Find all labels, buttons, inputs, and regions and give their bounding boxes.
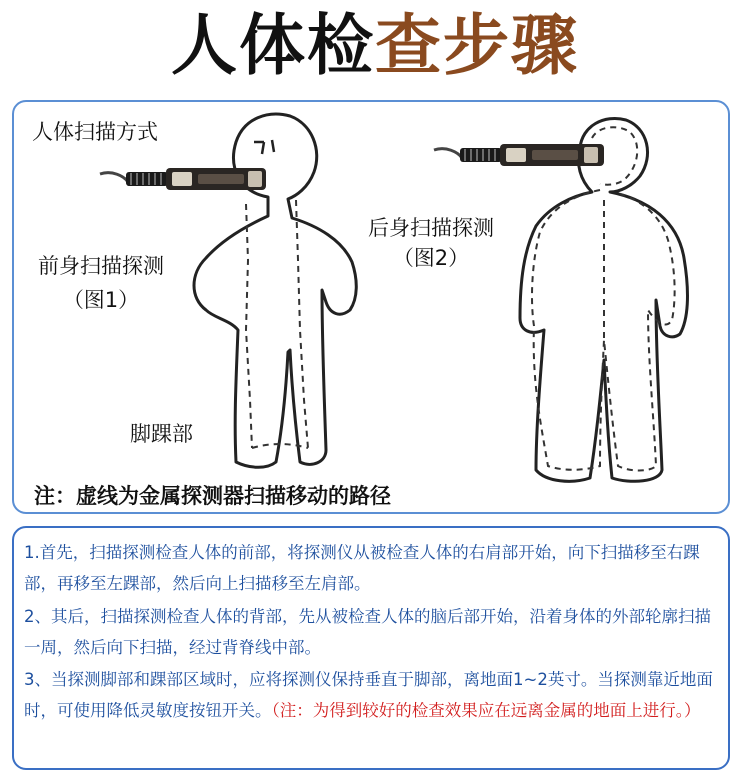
back-label-fig: （图2）: [392, 246, 470, 270]
step-3-note: （注：为得到较好的检查效果应在远离金属的地面上进行。）: [271, 701, 701, 720]
front-scan-path: [246, 200, 308, 448]
title-part2: 查步骤: [375, 7, 579, 84]
step-2: 2、其后，扫描探测检查人体的背部，先从被检查人体的脑后部开始，沿着身体的外部轮廓扫描一周，然后向下扫描，经过背脊线中部。: [24, 607, 711, 657]
back-scan-path: [532, 127, 675, 470]
human-outline-front: [194, 114, 356, 467]
diagram-note: 注：虚线为金属探测器扫描移动的路径: [34, 484, 391, 508]
front-label: 前身扫描探测: [38, 254, 164, 278]
title-part1: 人体检: [171, 7, 375, 84]
face-marks: [254, 140, 274, 154]
diagram-heading: 人体扫描方式: [32, 120, 158, 144]
step-1: 1.首先，扫描探测检查人体的前部，将探测仪从被检查人体的右肩部开始，向下扫描移至右踝部，再移至左踝部，然后向上扫描移至左肩部。: [24, 543, 700, 593]
metal-detector-wand-back: [434, 144, 604, 166]
step-3: [24, 664, 724, 726]
metal-detector-wand-front: [100, 168, 266, 190]
front-label-fig: （图1）: [62, 288, 140, 312]
step-3-main: 3、当探测脚部和踝部区域时，应将探测仪保持垂直于脚部，离地面1~2英寸。当探测靠近地面时，可使用降低灵敏度按钮开关。: [24, 670, 713, 720]
ankle-label: 脚踝部: [130, 422, 193, 446]
back-label: 后身扫描探测: [368, 216, 494, 240]
